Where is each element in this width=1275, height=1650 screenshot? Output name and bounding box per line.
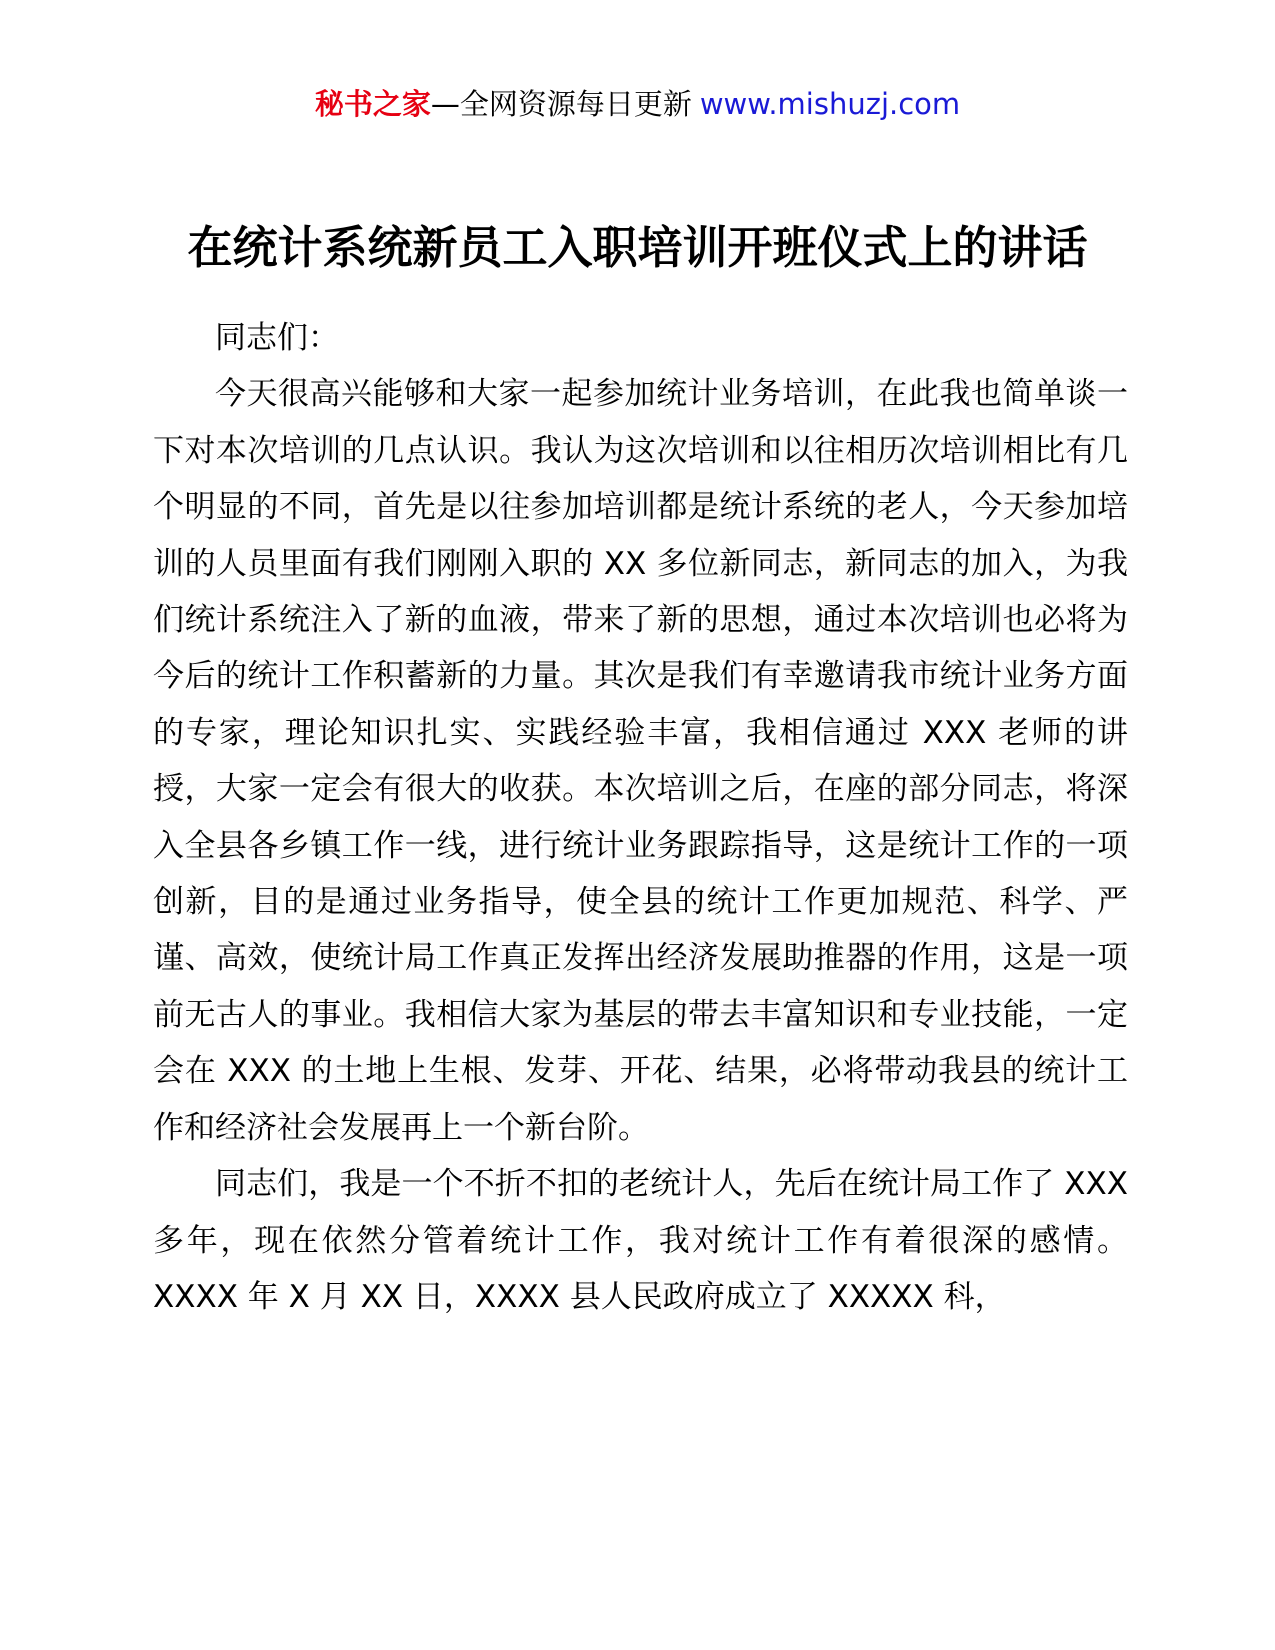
- site-header: [0, 82, 1275, 126]
- paragraph: 今天很高兴能够和大家一起参加统计业务培训，在此我也简单谈一下对本次培训的几点认识。我认为这次培训和以往相历次培训相比有几个明显的不同，首先是以往参加培训都是统计系统的老人，今天参加培训的人员里面有我们刚刚入职的 XX 多位新同志，新同志的加入，为我们统计系统注入了新的血液，带来了新的思想，通过本次培训也必将为今后的统计工作积蓄新的力量。其次是我们有幸邀请我市统计业务方面的专家，理论知识扎实、实践经验丰富，我相信通过 XXX 老师的讲授，大家一定会有很大的收获。本次培训之后，在座的部分同志，将深入全县各乡镇工作一线，进行统计业务跟踪指导，这是统计工作的一项创新，目的是通过业务指导，使全县的统计工作更加规范、科学、严谨、高效，使统计局工作真正发挥出经济发展助推器的作用，这是一项前无古人的事业。我相信大家为基层的带去丰富知识和专业技能，一定会在 XXX 的土地上生根、发芽、开花、结果，必将带动我县的统计工作和经济社会发展再上一个新台阶。: [153, 376, 1128, 1146]
- document-body: [153, 310, 1128, 1325]
- header-tagline: —全网资源每日更新: [430, 87, 692, 121]
- brand-name: 秘书之家: [314, 87, 431, 121]
- paragraph: 同志们，我是一个不折不扣的老统计人，先后在统计局工作了 XXX 多年，现在依然分管着统计工作，我对统计工作有着很深的感情。XXXX 年 X 月 XX 日，XXXX 县人民政府成立了 XXXXX 科，: [153, 1166, 1128, 1315]
- site-url-link[interactable]: www.mishuzj.com: [699, 87, 961, 121]
- salutation: 同志们：: [215, 320, 339, 356]
- document-title: 在统计系统新员工入职培训开班仪式上的讲话: [187, 221, 1088, 274]
